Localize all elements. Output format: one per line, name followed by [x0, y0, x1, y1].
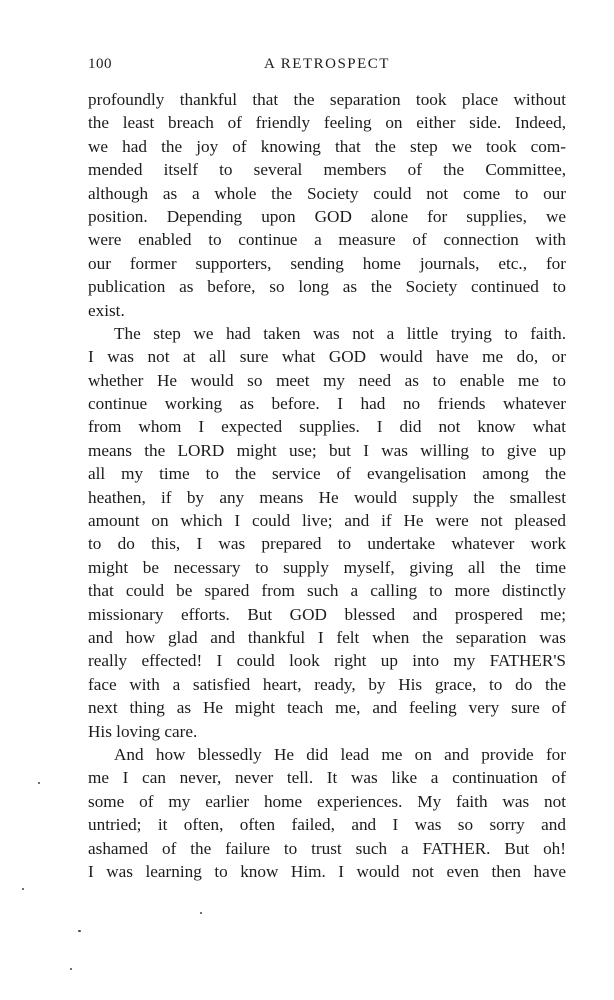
text-line: really effected! I could look right up into my FATHER'S	[88, 651, 566, 671]
speck	[70, 968, 72, 970]
text-line: to do this, I was prepared to undertake whatever work	[88, 534, 566, 554]
paragraph-1	[88, 88, 566, 322]
text-line: continue working as before. I had no friends whatever	[88, 394, 566, 414]
text-line: position. Depending upon GOD alone for supplies, we	[88, 206, 566, 226]
text-line: ashamed of the failure to trust such a FATHER. But oh!	[88, 838, 566, 858]
text-line: and how glad and thankful I felt when the separation was	[88, 627, 566, 647]
text-line: mended itself to several members of the Committee,	[88, 160, 566, 180]
text-line: our former supporters, sending home journals, etc., for	[88, 253, 566, 273]
text-line: me I can never, never tell. It was like a continuation of	[88, 768, 566, 788]
text-line: means the LORD might use; but I was willing to give up	[88, 440, 566, 460]
speck	[78, 930, 81, 932]
text-line: were enabled to continue a measure of connection with	[88, 230, 566, 250]
text-line: heathen, if by any means He would supply the smallest	[88, 487, 566, 507]
text-line: amount on which I could live; and if He were not pleased	[88, 511, 566, 531]
text-line: untried; it often, often failed, and I was so sorry and	[88, 815, 566, 835]
text-line: from whom I expected supplies. I did not know what	[88, 417, 566, 437]
text-line: missionary efforts. But GOD blessed and prospered me;	[88, 604, 566, 624]
text-line: face with a satisfied heart, ready, by His grace, to do the	[88, 674, 566, 694]
text-line: that could be spared from such a calling to more distinctly	[88, 581, 566, 601]
text-line: I was not at all sure what GOD would have me do, or	[88, 347, 566, 367]
text-line: whether He would so meet my need as to enable me to	[88, 370, 566, 390]
text-line: all my time to the service of evangelisation among the	[88, 464, 566, 484]
speck	[200, 912, 202, 914]
body-text	[88, 88, 566, 883]
running-head: A RETROSPECT	[264, 56, 390, 72]
text-line: His loving care.	[88, 721, 198, 741]
text-line: might be necessary to supply myself, giving all the time	[88, 557, 566, 577]
speck	[22, 888, 24, 890]
text-line: The step we had taken was not a little trying to faith.	[114, 323, 566, 343]
page-header	[88, 56, 566, 78]
text-line: And how blessedly He did lead me on and provide for	[114, 744, 566, 764]
paragraph-2	[88, 322, 566, 743]
text-line: we had the joy of knowing that the step we took com-	[88, 136, 566, 156]
paragraph-3	[88, 743, 566, 883]
text-line: publication as before, so long as the Society continued to	[88, 277, 566, 297]
page-number: 100	[88, 56, 112, 72]
text-line: although as a whole the Society could not come to our	[88, 183, 566, 203]
text-line: exist.	[88, 300, 125, 320]
text-line: some of my earlier home experiences. My faith was not	[88, 791, 566, 811]
text-line: next thing as He might teach me, and feeling very sure of	[88, 698, 566, 718]
speck	[38, 782, 40, 784]
text-line: profoundly thankful that the separation took place without	[88, 90, 566, 109]
text-line: the least breach of friendly feeling on either side. Indeed,	[88, 113, 566, 133]
text-line: I was learning to know Him. I would not even then have	[88, 861, 566, 881]
